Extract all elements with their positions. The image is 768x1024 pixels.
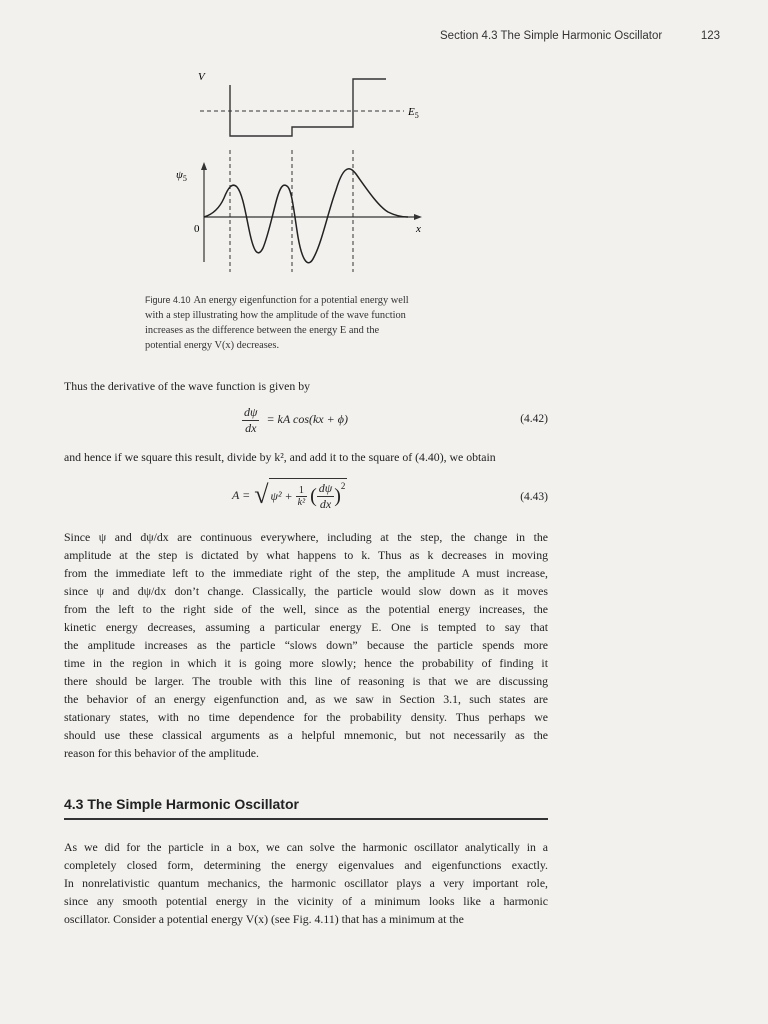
e5-label: E	[408, 106, 415, 118]
para-line: from the immediate left to the immediate right of the step, the amplitude A must increase,	[64, 566, 548, 580]
figure-caption	[145, 293, 465, 353]
section-heading: 4.3 The Simple Harmonic Oscillator	[64, 796, 548, 820]
sqrt-sign-icon: √	[254, 480, 269, 509]
para-line: the amplitude increases as the particle “slows down” because the particle spends more	[64, 638, 548, 652]
para-line: Since ψ and dψ/dx are continuous everywhere, including at the step, the change in the	[64, 530, 548, 544]
x-axis-label: x	[416, 223, 421, 235]
para-line: amplitude at the step is dictated by what happens to k. Thus as k decreases in moving	[64, 548, 548, 562]
para-line: oscillator. Consider a potential energy V(x) (see Fig. 4.11) that has a minimum at the	[64, 912, 464, 926]
page-number: 123	[700, 30, 720, 42]
eq42-rhs: = kA cos(kx + ϕ)	[266, 412, 348, 427]
eq42-number: (4.42)	[520, 413, 548, 425]
para-line: since ψ and dψ/dx don’t change. Classically, the particle would slow down as it moves	[64, 584, 548, 598]
eq43-power: 2	[340, 481, 346, 491]
caption-label: Figure 4.10	[145, 295, 191, 305]
psi5-label: ψ	[176, 169, 183, 181]
potential-curve	[230, 79, 386, 136]
v-axis-label: V	[198, 71, 205, 83]
para-line: time in the region in which it is going more slowly; hence the probability of finding it	[64, 656, 548, 670]
para-line: from the left to the right side of the well, since as the potential energy increases, the	[64, 602, 548, 616]
caption-line: increases as the difference between the energy E and the	[145, 325, 380, 336]
para-line: In nonrelativistic quantum mechanics, the harmonic oscillator plays a very important role,	[64, 876, 548, 890]
para-line: there should be larger. The trouble with this line of reasoning is that we are discussing	[64, 674, 548, 688]
origin-label: 0	[194, 223, 200, 235]
caption-line: potential energy V(x) decreases.	[145, 340, 280, 351]
para-line: As we did for the particle in a box, we can solve the harmonic oscillator analytically in a	[64, 840, 548, 854]
para-line: the behavior of an energy eigenfunction and, as we saw in Section 3.1, such states are	[64, 692, 548, 706]
para-line: stationary states, with no time dependence for the probability density. Thus perhaps we	[64, 710, 548, 724]
eq43-dx: dx	[319, 497, 332, 511]
eq43-lhs: A =	[232, 487, 251, 502]
intro-text: Thus the derivative of the wave function is given by	[64, 379, 311, 393]
eq42-numerator: dψ	[244, 405, 258, 419]
figure-4-10	[176, 62, 440, 272]
svg-text:ψ5	[176, 169, 187, 183]
eq43-one: 1	[296, 485, 307, 497]
mid-text: and hence if we square this result, divide by k², and add it to the square of (4.40), we obtain	[64, 450, 496, 464]
eq43-psi2: ψ² +	[270, 489, 293, 503]
para-line: since any smooth potential energy in the vicinity of a minimum looks like a harmonic	[64, 894, 548, 908]
psi-axis-arrow	[201, 162, 207, 170]
header-section: Section 4.3 The Simple Harmonic Oscillator	[440, 30, 663, 42]
eq43-number: (4.43)	[520, 491, 548, 503]
para-line: should use these classical arguments as a helpful mnemonic, but not necessarily as the	[64, 728, 548, 742]
main-paragraph	[64, 528, 548, 762]
eq42-denominator: dx	[245, 421, 257, 435]
e5-subscript: 5	[414, 111, 419, 120]
para-line: reason for this behavior of the amplitude.	[64, 746, 259, 760]
running-header	[440, 30, 720, 42]
caption-line: An energy eigenfunction for a potential energy well	[193, 295, 409, 306]
section-paragraph	[64, 838, 548, 928]
eq43-dpsi: dψ	[318, 481, 333, 495]
eq43-k2: k²	[297, 497, 306, 508]
para-line: kinetic energy decreases, assuming a particular energy E. One is tempted to say that	[64, 620, 548, 634]
para-line: completely closed form, determining the energy eigenvalues and eigenfunctions exactly.	[64, 858, 548, 872]
svg-text:E5	[407, 106, 419, 120]
wave-function-curve	[204, 169, 408, 263]
x-axis-arrow	[414, 214, 422, 220]
caption-line: with a step illustrating how the amplitude of the wave function	[145, 310, 406, 321]
psi5-subscript: 5	[182, 174, 187, 183]
